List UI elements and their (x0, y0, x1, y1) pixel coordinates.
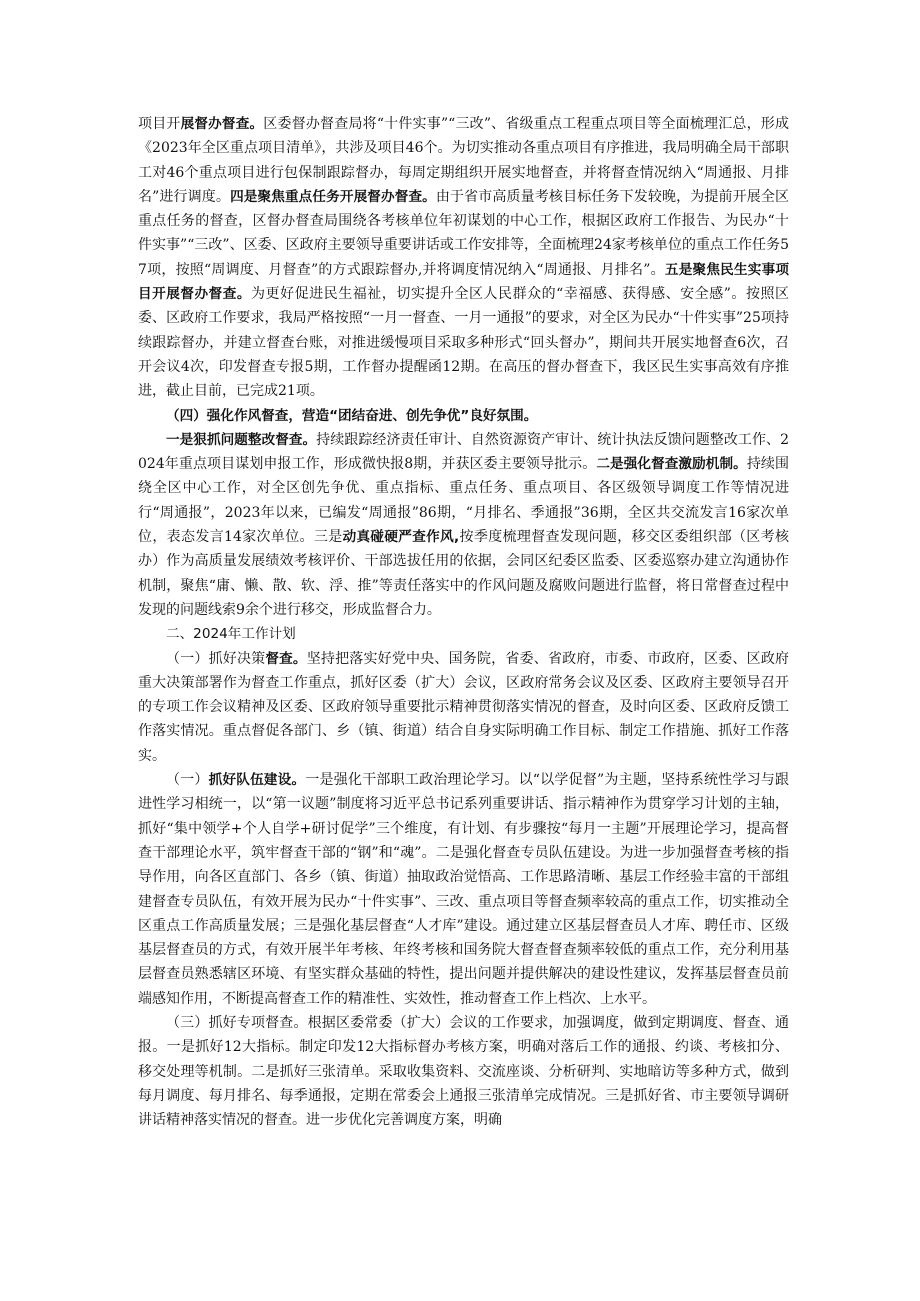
heading-style-supervision (138, 404, 789, 428)
text-run: 项目开 (138, 116, 181, 132)
paragraph-team-building (138, 768, 789, 1011)
text-run: 持续跟踪经济责任审计、自然资源资产审计、统计执法反馈问题整改工作、2024年重点项目谋划申报工作，形成微快报8期，并获区委主要领导批示。 (138, 431, 789, 473)
bold-text-run: 督查。 (265, 650, 307, 667)
bold-text-run: 动真碰硬严查作风, (342, 529, 460, 546)
paragraph-key-projects-continued (138, 112, 789, 404)
text-run: （一） (166, 772, 209, 789)
text-run: （一）抓好决策 (166, 650, 266, 667)
bold-text-run: 抓好队伍建设。 (208, 772, 306, 789)
bold-text-run: 展督办督查。 (180, 116, 264, 132)
bold-text-run: （四）强化作风督查，营造“团结奋进、创先争优”良好氛围。 (166, 407, 538, 424)
bold-text-run: 二是强化督查激励机制。 (596, 456, 747, 473)
text-run: 一是强化干部职工政治理论学习。以“以学促督”为主题，坚持系统性学习与跟进性学习相统一，以“第一议题”制度将习近平总书记系列重要讲话、指示精神作为贯穿学习计划的主轴，抓好“集中领学+个人自学+研讨促学”三个维度，有计划、有步骤按“每月一主题”开展理论学习，提高督查干部理论水平，筑牢督查干部的“钢”和“魂”。二是强化督查专员队伍建设。为进一步加强督查考核的指导作用，向各区直部门、各乡（镇、街道）抽取政治觉悟高、工作思路清晰、基层工作经验丰富的干部组建督查专员队伍，有效开展为民办“十件实事”、三改、重点项目等督查频率较高的重点工作，切实推动全区重点工作高质量发展；三是强化基层督查“人才库”建设。通过建立区基层督查员人才库、聘任市、区级基层督查员的方式，有效开展半年考核、年终考核和国务院大督查督查频率较低的重点工作，充分利用基层督查员熟悉辖区环境、有坚实群众基础的特性，提出问题并提供解决的建设性建议，发挥基层督查员前端感知作用，不断提高督查工作的精准性、实效性，推动督查工作上档次、上水平。 (138, 772, 790, 1007)
text-run: 按季度梳理督查发现问题，移交区委组织部（区考核办）作为高质量发展绩效考核评价、干部选拔任用的依据，会同区纪委区监委、区委巡察办建立沟通协作机制，聚焦“庸、懒、散、软、浮、推”等责任落实中的作风问题及腐败问题进行监督，将日常督查过程中发现的问题线索9余个进行移交，形成监督合力。 (138, 529, 789, 618)
text-run: 二、2024年工作计划 (166, 626, 296, 643)
text-run: 由于省市高质量考核目标任务下发较晚，为提前开展全区重点任务的督查，区督办督查局围绕各考核单位年初谋划的中心工作，根据区政府工作报告、为民办“十件实事”“三改”、区委、区政府主要领导重要讲话或工作安排等，全面梳理24家考核单位的重点工作任务57项，按照“周调度、月督查”的方式跟踪督办,并将调度情况纳入“周通报、月排名”。 (138, 188, 789, 278)
paragraph-decision-supervision (138, 647, 789, 768)
bold-text-run: 五是聚焦民生实事项目开展督办督查。 (138, 261, 790, 303)
paragraph-special-supervision (138, 1011, 789, 1132)
section-title-2024-plan (138, 622, 789, 646)
text-run: 坚持把落实好党中央、国务院，省委、省政府，市委、市政府，区委、区政府重大决策部署作为督查工作重点，抓好区委（扩大）会议，区政府常务会议及区委、区政府主要领导召开的专项工作会议精神及区委、区政府领导重要批示精神贯彻落实情况的督查，及时向区委、区政府反馈工作落实情况。重点督促各部门、乡（镇、街道）结合自身实际明确工作目标、制定工作措施、抓好工作落实。 (138, 650, 790, 764)
paragraph-style-supervision (138, 428, 789, 622)
document-page (138, 112, 789, 1132)
bold-text-run: 一是狠抓问题整改督查。 (166, 431, 317, 448)
text-run: 区委督办督查局将“十件实事”“三改”、省级重点工程重点项目等全面梳理汇总，形成《2023年全区重点项目清单》，共涉及项目46个。为切实推动各重点项目有序推进，我局明确全局干部职工对46个重点项目进行包保制跟踪督办，每周定期组织开展实地督查，并将督查情况纳入“周通报、月排名”进行调度。 (138, 116, 789, 205)
text-run: （三）抓好专项督查。根据区委常委（扩大）会议的工作要求，加强调度，做到定期调度、督查、通报。一是抓好12大指标。制定印发12大指标督办考核方案，明确对落后工作的通报、约谈、考核扣分、移交处理等机制。二是抓好三张清单。采取收集资料、交流座谈、分析研判、实地暗访等多种方式，做到每月调度、每月排名、每季通报，定期在常委会上通报三张清单完成情况。三是抓好省、市主要领导调研讲话精神落实情况的督查。进一步优化完善调度方案，明确 (138, 1014, 789, 1129)
text-run: 持续围绕全区中心工作，对全区创先争优、重点指标、重点任务、重点项目、各区级领导调度工作等情况进行“周通报”，2023年以来，已编发“周通报”86期，“月排名、季通报”36期，全区共交流发言16家次单位，表态发言14家次单位。三是 (138, 456, 789, 546)
text-run: 为更好促进民生福祉，切实提升全区人民群众的“幸福感、获得感、安全感”。按照区委、区政府工作要求，我局严格按照“一月一督查、一月一通报”的要求，对全区为民办“十件实事”25项持续跟踪督办，并建立督查台账，对推进缓慢项目采取多种形式“回头督办”，期间共开展实地督查6次，召开会议4次，印发督查专报5期，工作督办提醒函12期。在高压的督办督查下，我区民生实事高效有序推进，截止目前，已完成21项。 (138, 286, 790, 400)
bold-text-run: 四是聚焦重点任务开展督办督查。 (230, 188, 436, 205)
